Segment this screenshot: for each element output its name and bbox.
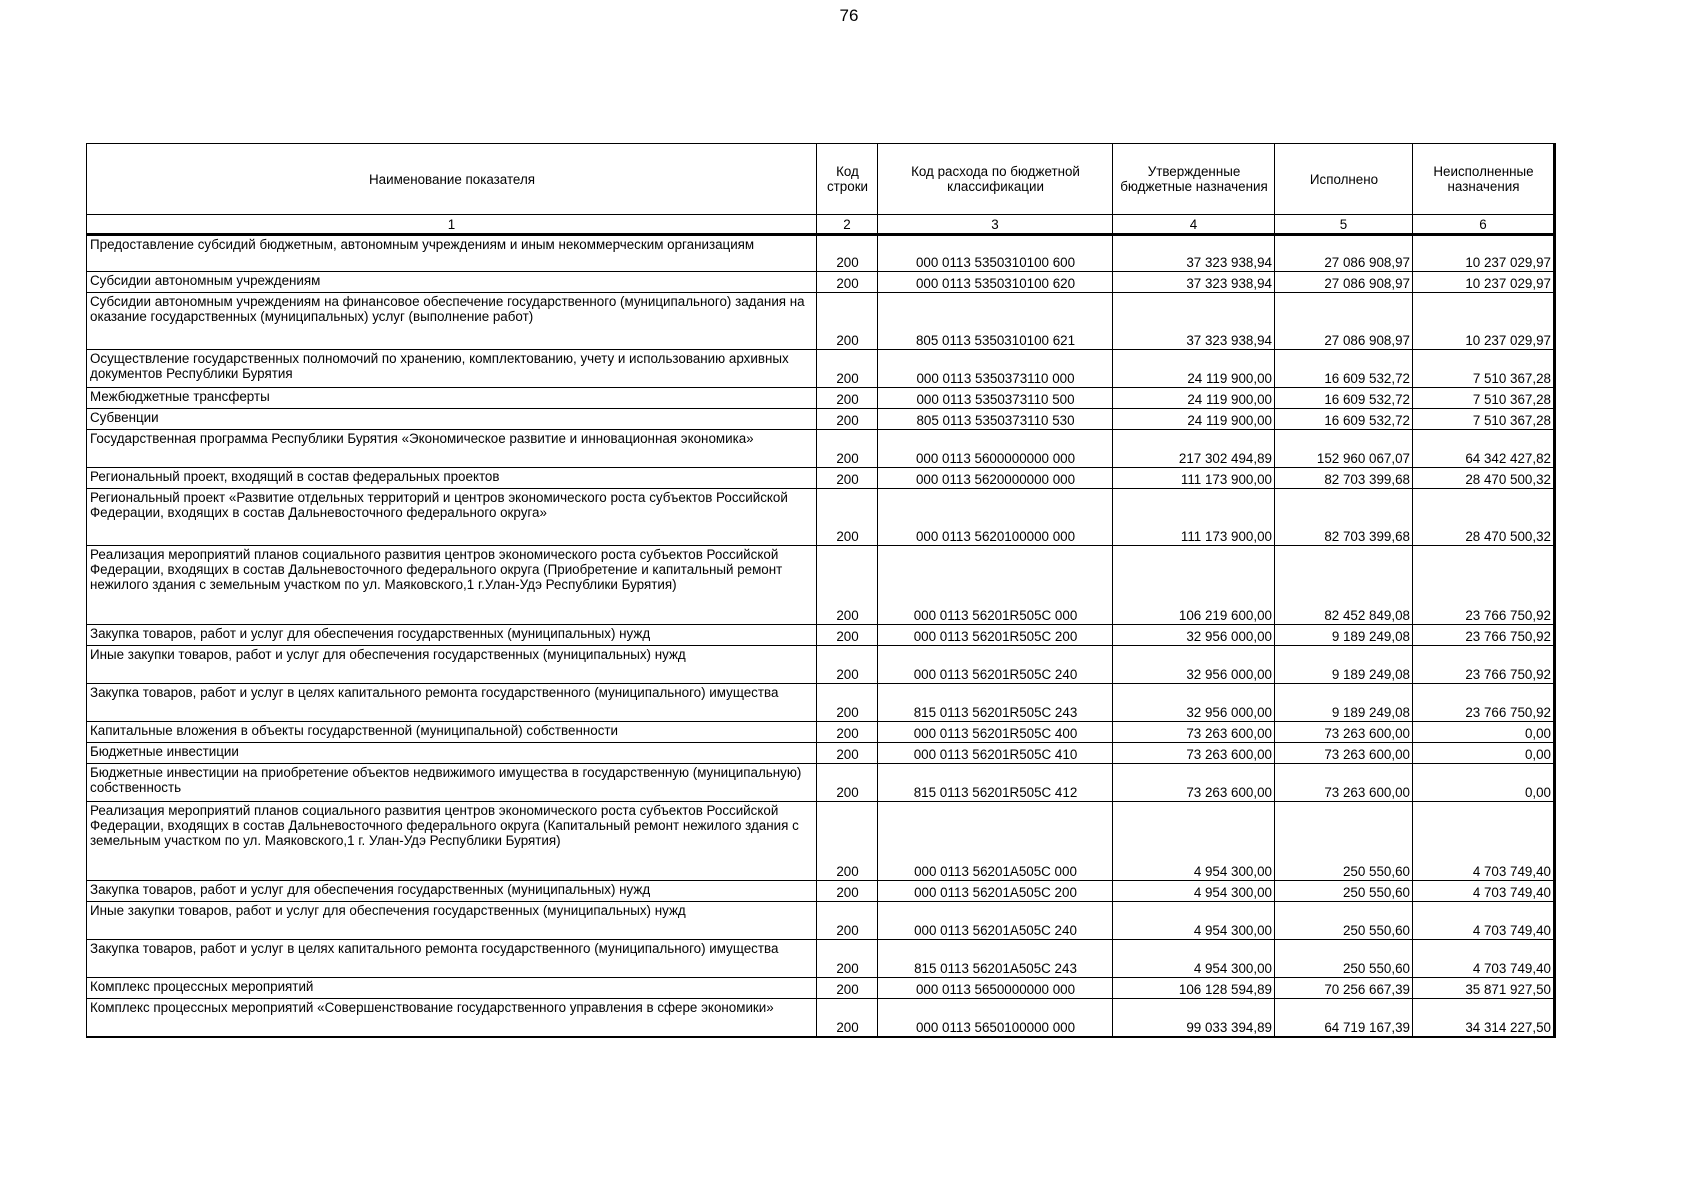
row-code-cell: 200 — [817, 722, 878, 743]
row-executed-cell: 70 256 667,39 — [1275, 978, 1413, 999]
row-name-cell: Закупка товаров, работ и услуг в целях капитального ремонта государственного (муниципального) имущества — [87, 684, 817, 722]
row-name-cell: Региональный проект «Развитие отдельных территорий и центров экономического роста субъектов Российской Федерации, входящих в состав Дальневосточного федерального округа» — [87, 489, 817, 546]
row-name-cell: Закупка товаров, работ и услуг в целях капитального ремонта государственного (муниципального) имущества — [87, 940, 817, 978]
row-executed-cell: 250 550,60 — [1275, 902, 1413, 940]
budget-execution-table — [86, 143, 1556, 1038]
row-code-cell: 200 — [817, 802, 878, 881]
row-unexecuted-cell: 0,00 — [1413, 764, 1555, 802]
row-classification-cell: 000 0113 5350373110 500 — [878, 388, 1113, 409]
row-approved-cell: 111 173 900,00 — [1113, 468, 1275, 489]
row-code-cell: 200 — [817, 999, 878, 1037]
column-number: 6 — [1413, 215, 1555, 235]
row-executed-cell: 82 703 399,68 — [1275, 489, 1413, 546]
header-class-code: Код расхода по бюджетной классификации — [878, 144, 1113, 215]
header-unexecuted: Неисполненные назначения — [1413, 144, 1555, 215]
row-approved-cell: 24 119 900,00 — [1113, 388, 1275, 409]
row-approved-cell: 73 263 600,00 — [1113, 722, 1275, 743]
table-row — [87, 350, 1555, 388]
row-executed-cell: 73 263 600,00 — [1275, 722, 1413, 743]
row-approved-cell: 37 323 938,94 — [1113, 293, 1275, 350]
row-approved-cell: 111 173 900,00 — [1113, 489, 1275, 546]
row-name-cell: Межбюджетные трансферты — [87, 388, 817, 409]
table-row — [87, 684, 1555, 722]
table-row — [87, 293, 1555, 350]
row-classification-cell: 815 0113 56201A505C 243 — [878, 940, 1113, 978]
table-row — [87, 235, 1555, 272]
row-executed-cell: 73 263 600,00 — [1275, 743, 1413, 764]
row-executed-cell: 152 960 067,07 — [1275, 430, 1413, 468]
row-name-cell: Бюджетные инвестиции — [87, 743, 817, 764]
row-unexecuted-cell: 7 510 367,28 — [1413, 409, 1555, 430]
row-approved-cell: 73 263 600,00 — [1113, 764, 1275, 802]
row-executed-cell: 27 086 908,97 — [1275, 272, 1413, 293]
row-approved-cell: 32 956 000,00 — [1113, 646, 1275, 684]
table-row — [87, 409, 1555, 430]
row-classification-cell: 000 0113 56201A505C 200 — [878, 881, 1113, 902]
row-unexecuted-cell: 0,00 — [1413, 722, 1555, 743]
row-executed-cell: 27 086 908,97 — [1275, 235, 1413, 272]
table-row — [87, 468, 1555, 489]
row-unexecuted-cell: 64 342 427,82 — [1413, 430, 1555, 468]
row-approved-cell: 4 954 300,00 — [1113, 902, 1275, 940]
row-code-cell: 200 — [817, 764, 878, 802]
column-number: 5 — [1275, 215, 1413, 235]
row-classification-cell: 000 0113 5650000000 000 — [878, 978, 1113, 999]
row-classification-cell: 805 0113 5350310100 621 — [878, 293, 1113, 350]
column-number: 2 — [817, 215, 878, 235]
table-body — [87, 235, 1555, 1037]
row-unexecuted-cell: 23 766 750,92 — [1413, 684, 1555, 722]
table-row — [87, 722, 1555, 743]
header-name: Наименование показателя — [87, 144, 817, 215]
header-row-code: Код строки — [817, 144, 878, 215]
row-approved-cell: 4 954 300,00 — [1113, 940, 1275, 978]
row-code-cell: 200 — [817, 350, 878, 388]
row-name-cell: Предоставление субсидий бюджетным, автономным учреждениям и иным некоммерческим организациям — [87, 235, 817, 272]
row-classification-cell: 000 0113 5350310100 600 — [878, 235, 1113, 272]
row-classification-cell: 000 0113 5600000000 000 — [878, 430, 1113, 468]
row-classification-cell: 000 0113 5350310100 620 — [878, 272, 1113, 293]
table-row — [87, 430, 1555, 468]
row-classification-cell: 000 0113 56201R505C 400 — [878, 722, 1113, 743]
row-code-cell: 200 — [817, 940, 878, 978]
row-executed-cell: 250 550,60 — [1275, 802, 1413, 881]
row-code-cell: 200 — [817, 684, 878, 722]
row-unexecuted-cell: 34 314 227,50 — [1413, 999, 1555, 1037]
row-name-cell: Капитальные вложения в объекты государственной (муниципальной) собственности — [87, 722, 817, 743]
row-unexecuted-cell: 23 766 750,92 — [1413, 546, 1555, 625]
page-number: 76 — [839, 6, 859, 25]
row-name-cell: Иные закупки товаров, работ и услуг для обеспечения государственных (муниципальных) нужд — [87, 646, 817, 684]
row-unexecuted-cell: 23 766 750,92 — [1413, 625, 1555, 646]
row-approved-cell: 32 956 000,00 — [1113, 684, 1275, 722]
table-row — [87, 489, 1555, 546]
table-row — [87, 743, 1555, 764]
row-executed-cell: 250 550,60 — [1275, 881, 1413, 902]
row-name-cell: Реализация мероприятий планов социального развития центров экономического роста субъектов Российской Федерации, входящих в состав Дальневосточного федерального округа (Приобретение и капитальный ремонт нежилого здания с земельным участком по ул. Маяковского,1 г.Улан-Удэ Республики Бурятия) — [87, 546, 817, 625]
row-unexecuted-cell: 28 470 500,32 — [1413, 468, 1555, 489]
table-row — [87, 881, 1555, 902]
table-row — [87, 646, 1555, 684]
row-approved-cell: 24 119 900,00 — [1113, 409, 1275, 430]
row-executed-cell: 9 189 249,08 — [1275, 625, 1413, 646]
row-unexecuted-cell: 4 703 749,40 — [1413, 902, 1555, 940]
row-name-cell: Государственная программа Республики Бурятия «Экономическое развитие и инновационная экономика» — [87, 430, 817, 468]
row-classification-cell: 000 0113 5650100000 000 — [878, 999, 1113, 1037]
row-code-cell: 200 — [817, 646, 878, 684]
row-approved-cell: 37 323 938,94 — [1113, 235, 1275, 272]
row-executed-cell: 9 189 249,08 — [1275, 684, 1413, 722]
row-unexecuted-cell: 10 237 029,97 — [1413, 272, 1555, 293]
table-row — [87, 388, 1555, 409]
row-classification-cell: 000 0113 56201R505C 410 — [878, 743, 1113, 764]
row-code-cell: 200 — [817, 468, 878, 489]
row-classification-cell: 000 0113 56201A505C 240 — [878, 902, 1113, 940]
row-executed-cell: 73 263 600,00 — [1275, 764, 1413, 802]
table-row — [87, 802, 1555, 881]
table-row — [87, 546, 1555, 625]
row-unexecuted-cell: 4 703 749,40 — [1413, 940, 1555, 978]
row-name-cell: Комплекс процессных мероприятий — [87, 978, 817, 999]
row-code-cell: 200 — [817, 388, 878, 409]
row-approved-cell: 106 128 594,89 — [1113, 978, 1275, 999]
row-unexecuted-cell: 23 766 750,92 — [1413, 646, 1555, 684]
row-code-cell: 200 — [817, 430, 878, 468]
row-classification-cell: 805 0113 5350373110 530 — [878, 409, 1113, 430]
row-approved-cell: 106 219 600,00 — [1113, 546, 1275, 625]
row-unexecuted-cell: 4 703 749,40 — [1413, 802, 1555, 881]
row-classification-cell: 000 0113 56201A505C 000 — [878, 802, 1113, 881]
row-unexecuted-cell: 7 510 367,28 — [1413, 350, 1555, 388]
row-approved-cell: 217 302 494,89 — [1113, 430, 1275, 468]
row-approved-cell: 73 263 600,00 — [1113, 743, 1275, 764]
table-row — [87, 272, 1555, 293]
column-number-row — [87, 215, 1555, 235]
row-executed-cell: 16 609 532,72 — [1275, 350, 1413, 388]
row-code-cell: 200 — [817, 272, 878, 293]
row-executed-cell: 82 703 399,68 — [1275, 468, 1413, 489]
column-number: 3 — [878, 215, 1113, 235]
row-unexecuted-cell: 0,00 — [1413, 743, 1555, 764]
row-code-cell: 200 — [817, 978, 878, 999]
row-classification-cell: 815 0113 56201R505C 243 — [878, 684, 1113, 722]
row-classification-cell: 000 0113 5620000000 000 — [878, 468, 1113, 489]
table-row — [87, 625, 1555, 646]
row-classification-cell: 000 0113 5620100000 000 — [878, 489, 1113, 546]
row-code-cell: 200 — [817, 743, 878, 764]
row-code-cell: 200 — [817, 625, 878, 646]
header-executed: Исполнено — [1275, 144, 1413, 215]
table-row — [87, 902, 1555, 940]
column-number: 4 — [1113, 215, 1275, 235]
row-name-cell: Субвенции — [87, 409, 817, 430]
row-approved-cell: 37 323 938,94 — [1113, 272, 1275, 293]
row-executed-cell: 16 609 532,72 — [1275, 388, 1413, 409]
row-approved-cell: 24 119 900,00 — [1113, 350, 1275, 388]
row-unexecuted-cell: 28 470 500,32 — [1413, 489, 1555, 546]
row-unexecuted-cell: 35 871 927,50 — [1413, 978, 1555, 999]
row-name-cell: Субсидии автономным учреждениям — [87, 272, 817, 293]
row-name-cell: Закупка товаров, работ и услуг для обеспечения государственных (муниципальных) нужд — [87, 881, 817, 902]
row-classification-cell: 000 0113 56201R505C 000 — [878, 546, 1113, 625]
table-header-row — [87, 144, 1555, 215]
row-unexecuted-cell: 4 703 749,40 — [1413, 881, 1555, 902]
row-unexecuted-cell: 7 510 367,28 — [1413, 388, 1555, 409]
table-row — [87, 940, 1555, 978]
row-name-cell: Бюджетные инвестиции на приобретение объектов недвижимого имущества в государственную (муниципальную) собственность — [87, 764, 817, 802]
row-executed-cell: 82 452 849,08 — [1275, 546, 1413, 625]
row-name-cell: Субсидии автономным учреждениям на финансовое обеспечение государственного (муниципального) задания на оказание государственных (муниципальных) услуг (выполнение работ) — [87, 293, 817, 350]
row-code-cell: 200 — [817, 902, 878, 940]
row-approved-cell: 4 954 300,00 — [1113, 802, 1275, 881]
row-executed-cell: 250 550,60 — [1275, 940, 1413, 978]
row-executed-cell: 27 086 908,97 — [1275, 293, 1413, 350]
row-unexecuted-cell: 10 237 029,97 — [1413, 235, 1555, 272]
row-approved-cell: 32 956 000,00 — [1113, 625, 1275, 646]
row-code-cell: 200 — [817, 546, 878, 625]
row-code-cell: 200 — [817, 409, 878, 430]
row-approved-cell: 99 033 394,89 — [1113, 999, 1275, 1037]
row-name-cell: Реализация мероприятий планов социального развития центров экономического роста субъектов Российской Федерации, входящих в состав Дальневосточного федерального округа (Капитальный ремонт нежилого здания с земельным участком по ул. Маяковского,1 г. Улан-Удэ Республики Бурятия) — [87, 802, 817, 881]
row-classification-cell: 000 0113 56201R505C 200 — [878, 625, 1113, 646]
table-row — [87, 764, 1555, 802]
row-classification-cell: 000 0113 5350373110 000 — [878, 350, 1113, 388]
table-row — [87, 978, 1555, 999]
row-executed-cell: 9 189 249,08 — [1275, 646, 1413, 684]
column-number: 1 — [87, 215, 817, 235]
row-unexecuted-cell: 10 237 029,97 — [1413, 293, 1555, 350]
row-executed-cell: 16 609 532,72 — [1275, 409, 1413, 430]
table-row — [87, 999, 1555, 1037]
row-code-cell: 200 — [817, 489, 878, 546]
row-name-cell: Иные закупки товаров, работ и услуг для обеспечения государственных (муниципальных) нужд — [87, 902, 817, 940]
row-name-cell: Закупка товаров, работ и услуг для обеспечения государственных (муниципальных) нужд — [87, 625, 817, 646]
row-classification-cell: 815 0113 56201R505C 412 — [878, 764, 1113, 802]
header-approved: Утвержденные бюджетные назначения — [1113, 144, 1275, 215]
row-approved-cell: 4 954 300,00 — [1113, 881, 1275, 902]
row-executed-cell: 64 719 167,39 — [1275, 999, 1413, 1037]
row-code-cell: 200 — [817, 881, 878, 902]
row-classification-cell: 000 0113 56201R505C 240 — [878, 646, 1113, 684]
row-name-cell: Региональный проект, входящий в состав федеральных проектов — [87, 468, 817, 489]
row-code-cell: 200 — [817, 293, 878, 350]
row-name-cell: Осуществление государственных полномочий по хранению, комплектованию, учету и использованию архивных документов Республики Бурятия — [87, 350, 817, 388]
row-code-cell: 200 — [817, 235, 878, 272]
row-name-cell: Комплекс процессных мероприятий «Совершенствование государственного управления в сфере экономики» — [87, 999, 817, 1037]
